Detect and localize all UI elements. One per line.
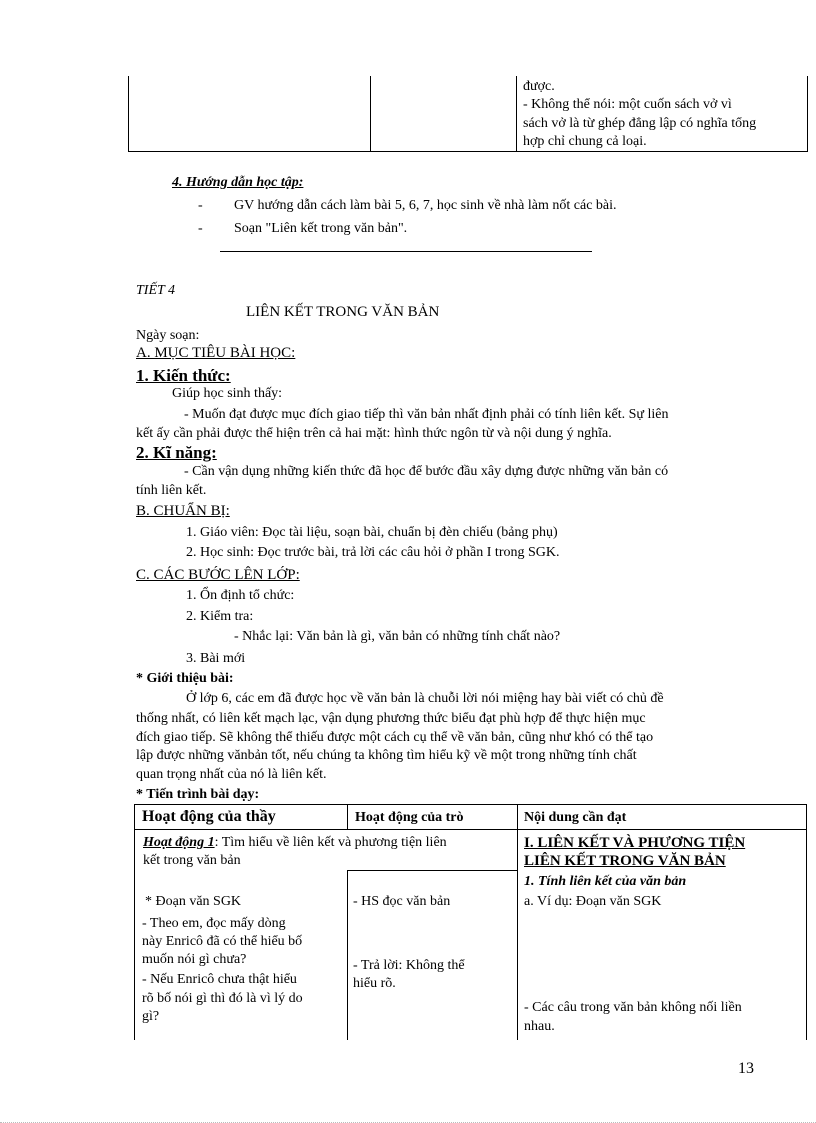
b-item: 2. Học sinh: Đọc trước bài, trả lời các câu hỏi ở phần I trong SGK.	[186, 545, 560, 560]
content-section-heading: LIÊN KẾT TRONG VĂN BẢN	[524, 853, 726, 869]
activity-rest: : Tìm hiểu về liên kết và phương tiện liên	[214, 835, 447, 850]
b-item: 1. Giáo viên: Đọc tài liệu, soạn bài, chuẩn bị đèn chiếu (bảng phụ)	[186, 525, 558, 540]
teacher-line: * Đoạn văn SGK	[145, 894, 242, 909]
c-item: 1. Ổn định tổ chức:	[186, 588, 295, 603]
top-table-line: hợp chỉ chung cả loại.	[523, 134, 647, 149]
content-line: a. Ví dụ: Đoạn văn SGK	[524, 894, 662, 909]
date-label: Ngày soạn:	[136, 328, 200, 343]
content-line: nhau.	[524, 1019, 555, 1034]
activity-heading	[143, 834, 447, 852]
content-section-heading: I. LIÊN KẾT VÀ PHƯƠNG TIỆN	[524, 835, 746, 851]
c-item: 3. Bài mới	[186, 651, 246, 666]
teacher-line: gì?	[142, 1009, 160, 1024]
header-content: Nội dung cần đạt	[524, 810, 627, 825]
kinang-heading: 2. Kĩ năng:	[136, 443, 217, 462]
guide-dash: -	[198, 221, 203, 236]
top-table-line: - Không thể nói: một cuốn sách vở vì	[523, 97, 732, 112]
student-line: hiểu rõ.	[353, 976, 396, 991]
top-table-line: sách vở là từ ghép đẳng lập có nghĩa tổng	[523, 116, 757, 131]
kienthuc-line: Giúp học sinh thấy:	[172, 386, 283, 401]
content-subheading: 1. Tính liên kết của văn bản	[524, 874, 687, 889]
activity-label: Hoạt động 1	[143, 835, 215, 850]
page-number: 13	[738, 1060, 754, 1077]
kienthuc-line: kết ấy cần phải được thể hiện trên cả hai mặt: hình thức ngôn từ và nội dung ý nghĩa.	[136, 426, 612, 441]
section-a-heading: A. MỤC TIÊU BÀI HỌC:	[136, 345, 296, 361]
progress-heading: * Tiến trình bài dạy:	[136, 787, 260, 802]
intro-line: quan trọng nhất của nó là liên kết.	[136, 767, 327, 782]
intro-heading: * Giới thiệu bài:	[136, 671, 234, 686]
intro-line: Ở lớp 6, các em đã được học về văn bản là chuỗi lời nói miệng hay bài viết có chủ đề	[186, 691, 664, 706]
guide-item: GV hướng dẫn cách làm bài 5, 6, 7, học sinh về nhà làm nốt các bài.	[234, 198, 617, 213]
header-teacher: Hoạt động của thầy	[142, 808, 276, 825]
teacher-line: - Theo em, đọc mấy dòng	[142, 916, 286, 931]
c-item: 2. Kiểm tra:	[186, 609, 254, 624]
intro-line: đích giao tiếp. Sẽ không thể thiếu được một cách cụ thể về văn bản, cũng như khó có thể tạo	[136, 730, 654, 745]
intro-line: thống nhất, có liên kết mạch lạc, vận dụng phương thức biểu đạt phù hợp để thực hiện mục	[136, 711, 646, 726]
section-c-heading: C. CÁC BƯỚC LÊN LỚP:	[136, 567, 300, 583]
activity-heading-cont: kết trong văn bản	[143, 853, 241, 868]
teacher-line: - Nếu Enricô chưa thật hiểu	[142, 972, 297, 987]
kinang-line: tính liên kết.	[136, 483, 207, 498]
kienthuc-line: - Muốn đạt được mục đích giao tiếp thì văn bản nhất định phải có tính liên kết. Sự liên	[184, 407, 669, 422]
student-line: - Trả lời: Không thể	[353, 958, 465, 973]
c-item: - Nhắc lại: Văn bản là gì, văn bản có những tính chất nào?	[234, 629, 561, 644]
intro-line: lập được những vănbản tốt, nếu chúng ta không tìm hiểu kỹ về một trong những tính chất	[136, 748, 637, 763]
guide-heading: 4. Hướng dẫn học tập:	[172, 175, 304, 190]
lesson-number: TIẾT 4	[136, 283, 176, 298]
teacher-line: rõ bố nói gì thì đó là vì lý do	[142, 991, 303, 1006]
guide-item: Soạn "Liên kết trong văn bản".	[234, 221, 408, 236]
section-b-heading: B. CHUẨN BỊ:	[136, 503, 230, 519]
guide-dash: -	[198, 198, 203, 213]
kienthuc-heading: 1. Kiến thức:	[136, 366, 231, 385]
teacher-line: muốn nói gì chưa?	[142, 952, 247, 967]
top-table-line: được.	[523, 79, 555, 94]
teacher-line: này Enricô đã có thể hiểu bố	[142, 934, 303, 949]
lesson-title: LIÊN KẾT TRONG VĂN BẢN	[246, 304, 440, 320]
content-line: - Các câu trong văn bản không nối liền	[524, 1000, 742, 1015]
kinang-line: - Cần vận dụng những kiến thức đã học để bước đầu xây dựng được những văn bản có	[184, 464, 669, 479]
header-student: Hoạt động của trò	[355, 810, 464, 825]
separator-line	[220, 251, 592, 252]
student-line: - HS đọc văn bản	[353, 894, 451, 909]
